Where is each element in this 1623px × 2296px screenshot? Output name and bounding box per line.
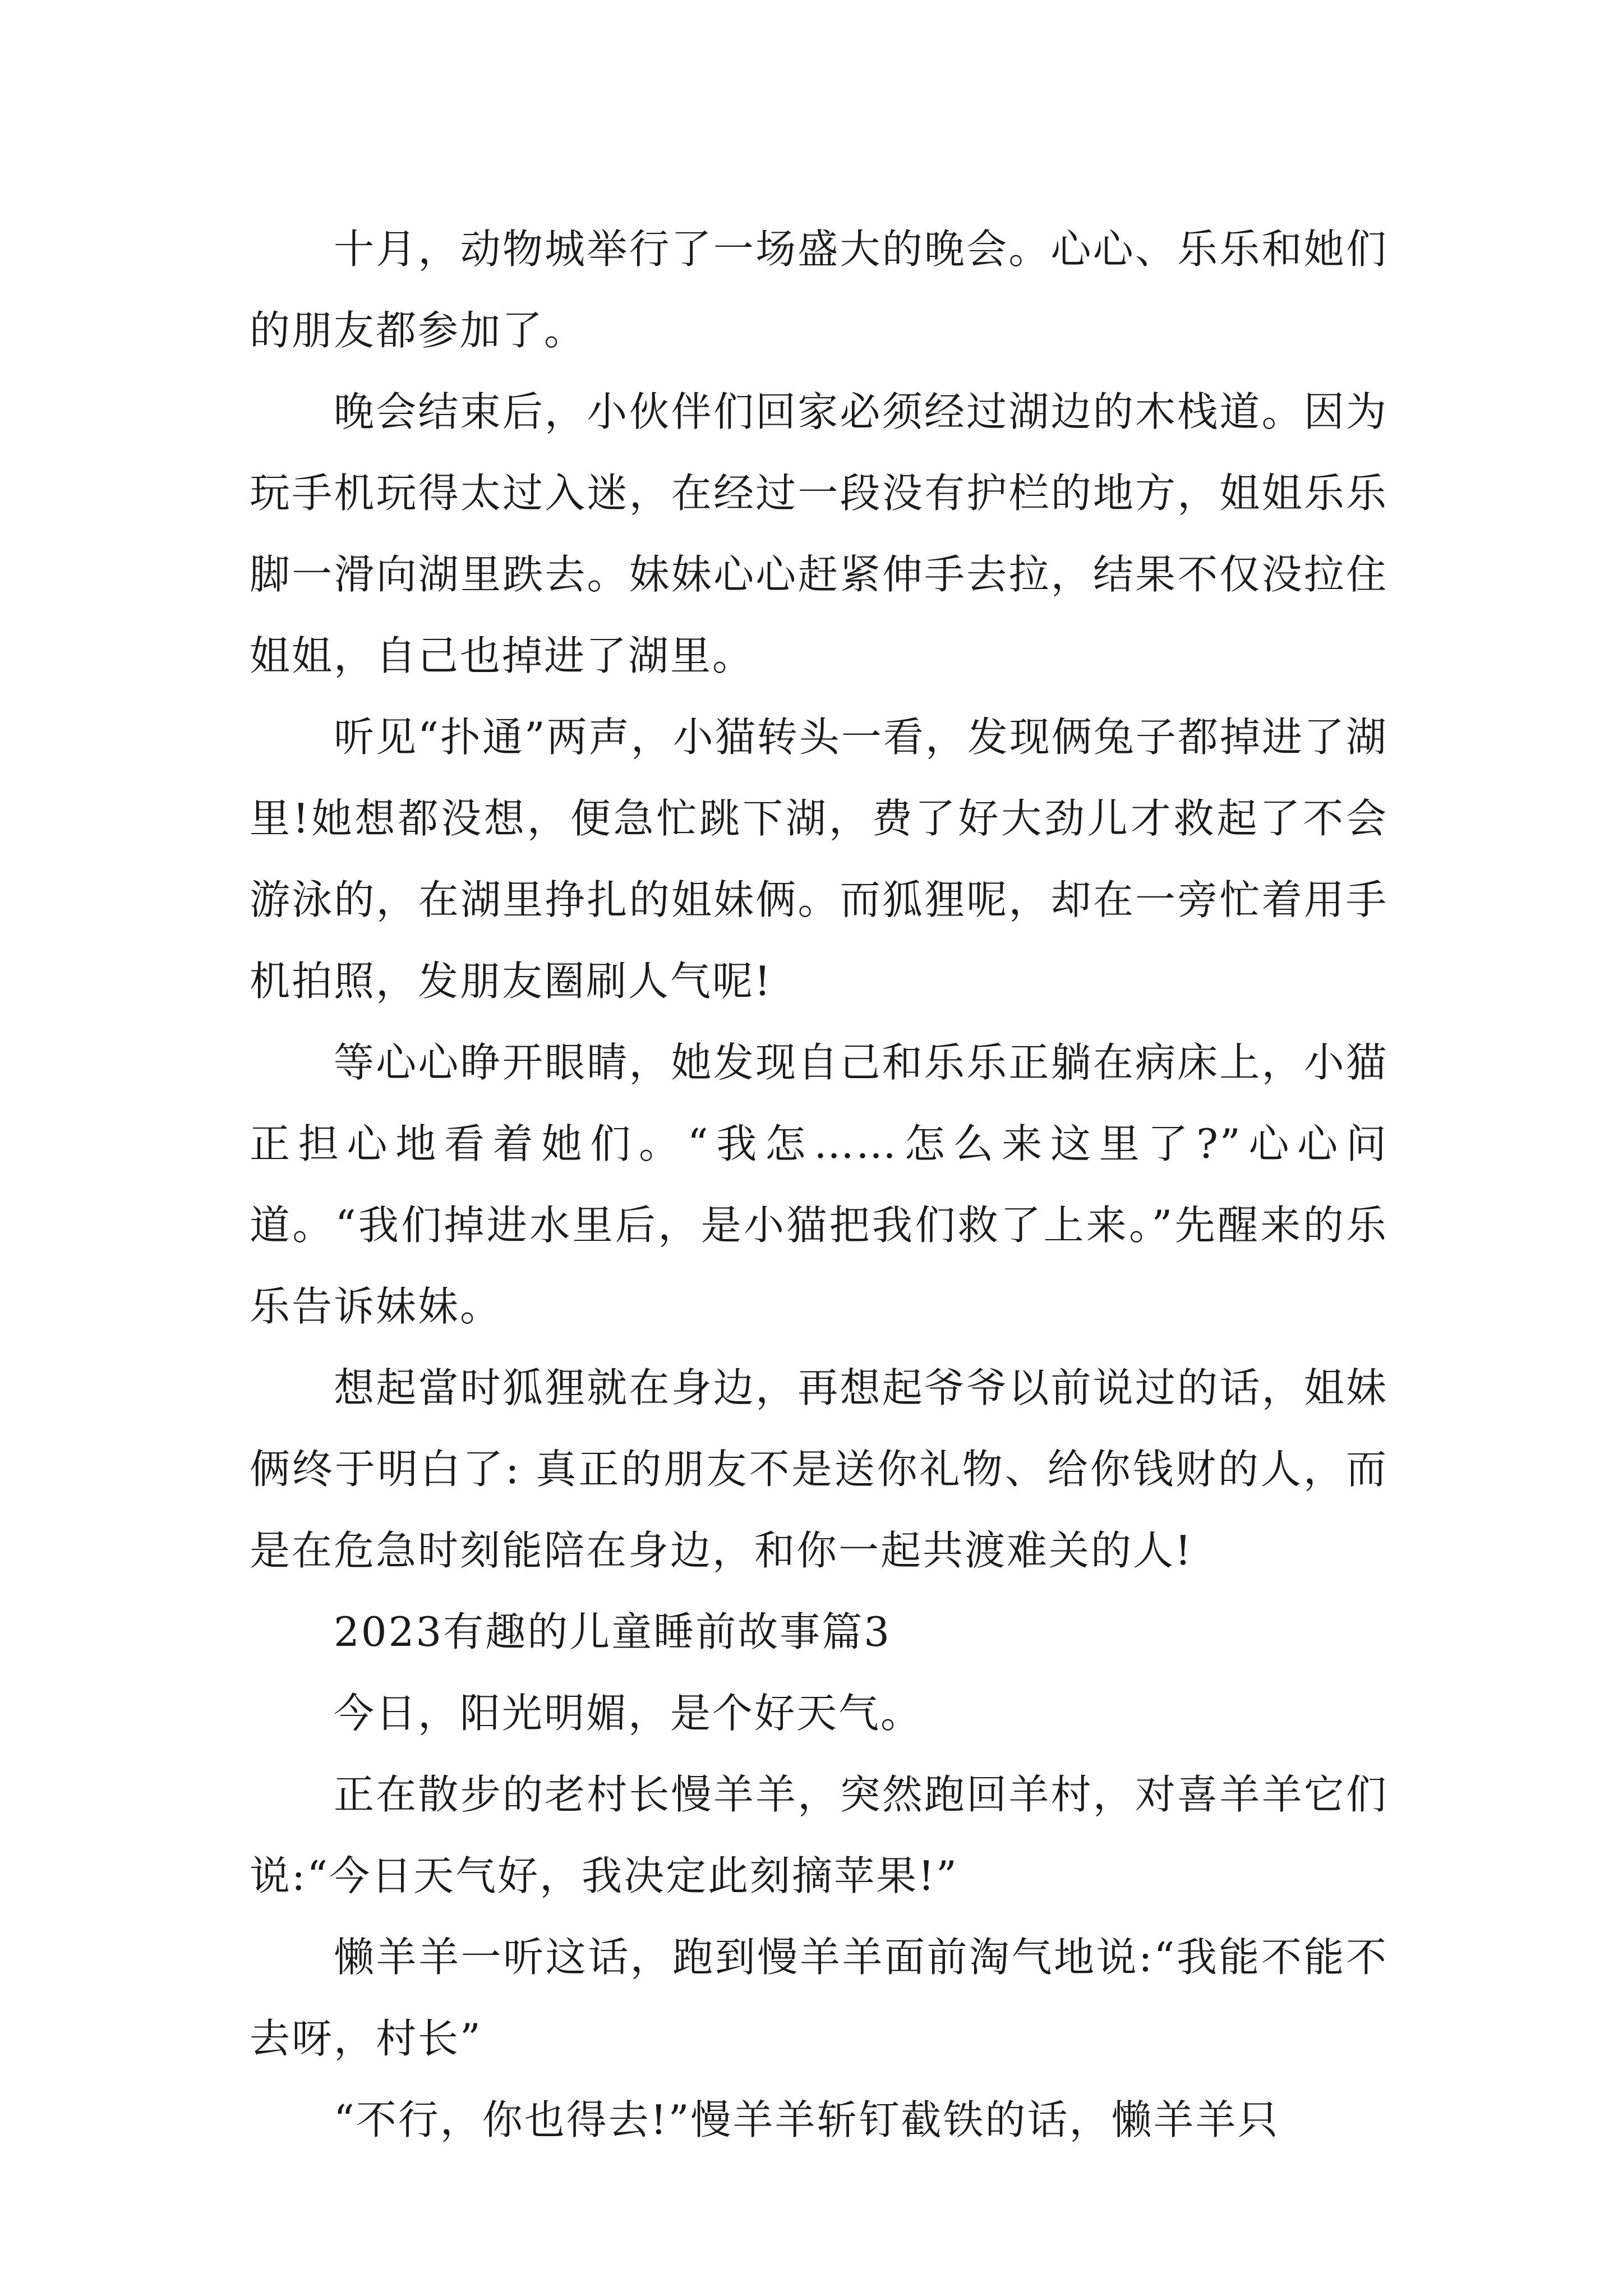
section-heading: 2023有趣的儿童睡前故事篇3 [334, 1608, 892, 1655]
paragraph-8: 懒羊羊一听这话，跑到慢羊羊面前淘气地说:“我能不能不去呀，村长” [250, 1934, 1388, 2062]
paragraph-4: 等心心睁开眼睛，她发现自己和乐乐正躺在病床上，小猫正担心地看着她们。“我怎……怎么来这里了?”心心问道。“我们掉进水里后，是小猫把我们救了上来。”先醒来的乐乐告诉妹妹。 [250, 1039, 1388, 1330]
paragraph-6: 今日，阳光明媚，是个好天气。 [334, 1690, 923, 1737]
paragraph-7: 正在散步的老村长慢羊羊，突然跑回羊村，对喜羊羊它们说:“今日天气好，我决定此刻摘苹果!” [250, 1771, 1388, 1899]
paragraph-3: 听见“扑通”两声，小猫转头一看，发现俩兔子都掉进了湖里!她想都没想，便急忙跳下湖，费了好大劲儿才救起了不会游泳的，在湖里挣扎的姐妹俩。而狐狸呢，却在一旁忙着用手机拍照，发朋友圈刷人气呢! [250, 714, 1388, 1005]
story-text [250, 209, 1388, 2161]
paragraph-9: “不行，你也得去!”慢羊羊斩钉截铁的话，懒羊羊只 [334, 2096, 1280, 2143]
paragraph-5: 想起當时狐狸就在身边，再想起爷爷以前说过的话，姐妹俩终于明白了: 真正的朋友不是送你礼物、给你钱财的人，而是在危急时刻能陪在身边，和你一起共渡难关的人! [250, 1364, 1388, 1574]
paragraph-1: 十月，动物城举行了一场盛大的晚会。心心、乐乐和她们的朋友都参加了。 [250, 226, 1388, 354]
paragraph-2: 晚会结束后，小伙伴们回家必须经过湖边的木栈道。因为玩手机玩得太过入迷，在经过一段没有护栏的地方，姐姐乐乐脚一滑向湖里跌去。妹妹心心赶紧伸手去拉，结果不仅没拉住姐姐，自己也掉进了湖里。 [250, 388, 1388, 679]
